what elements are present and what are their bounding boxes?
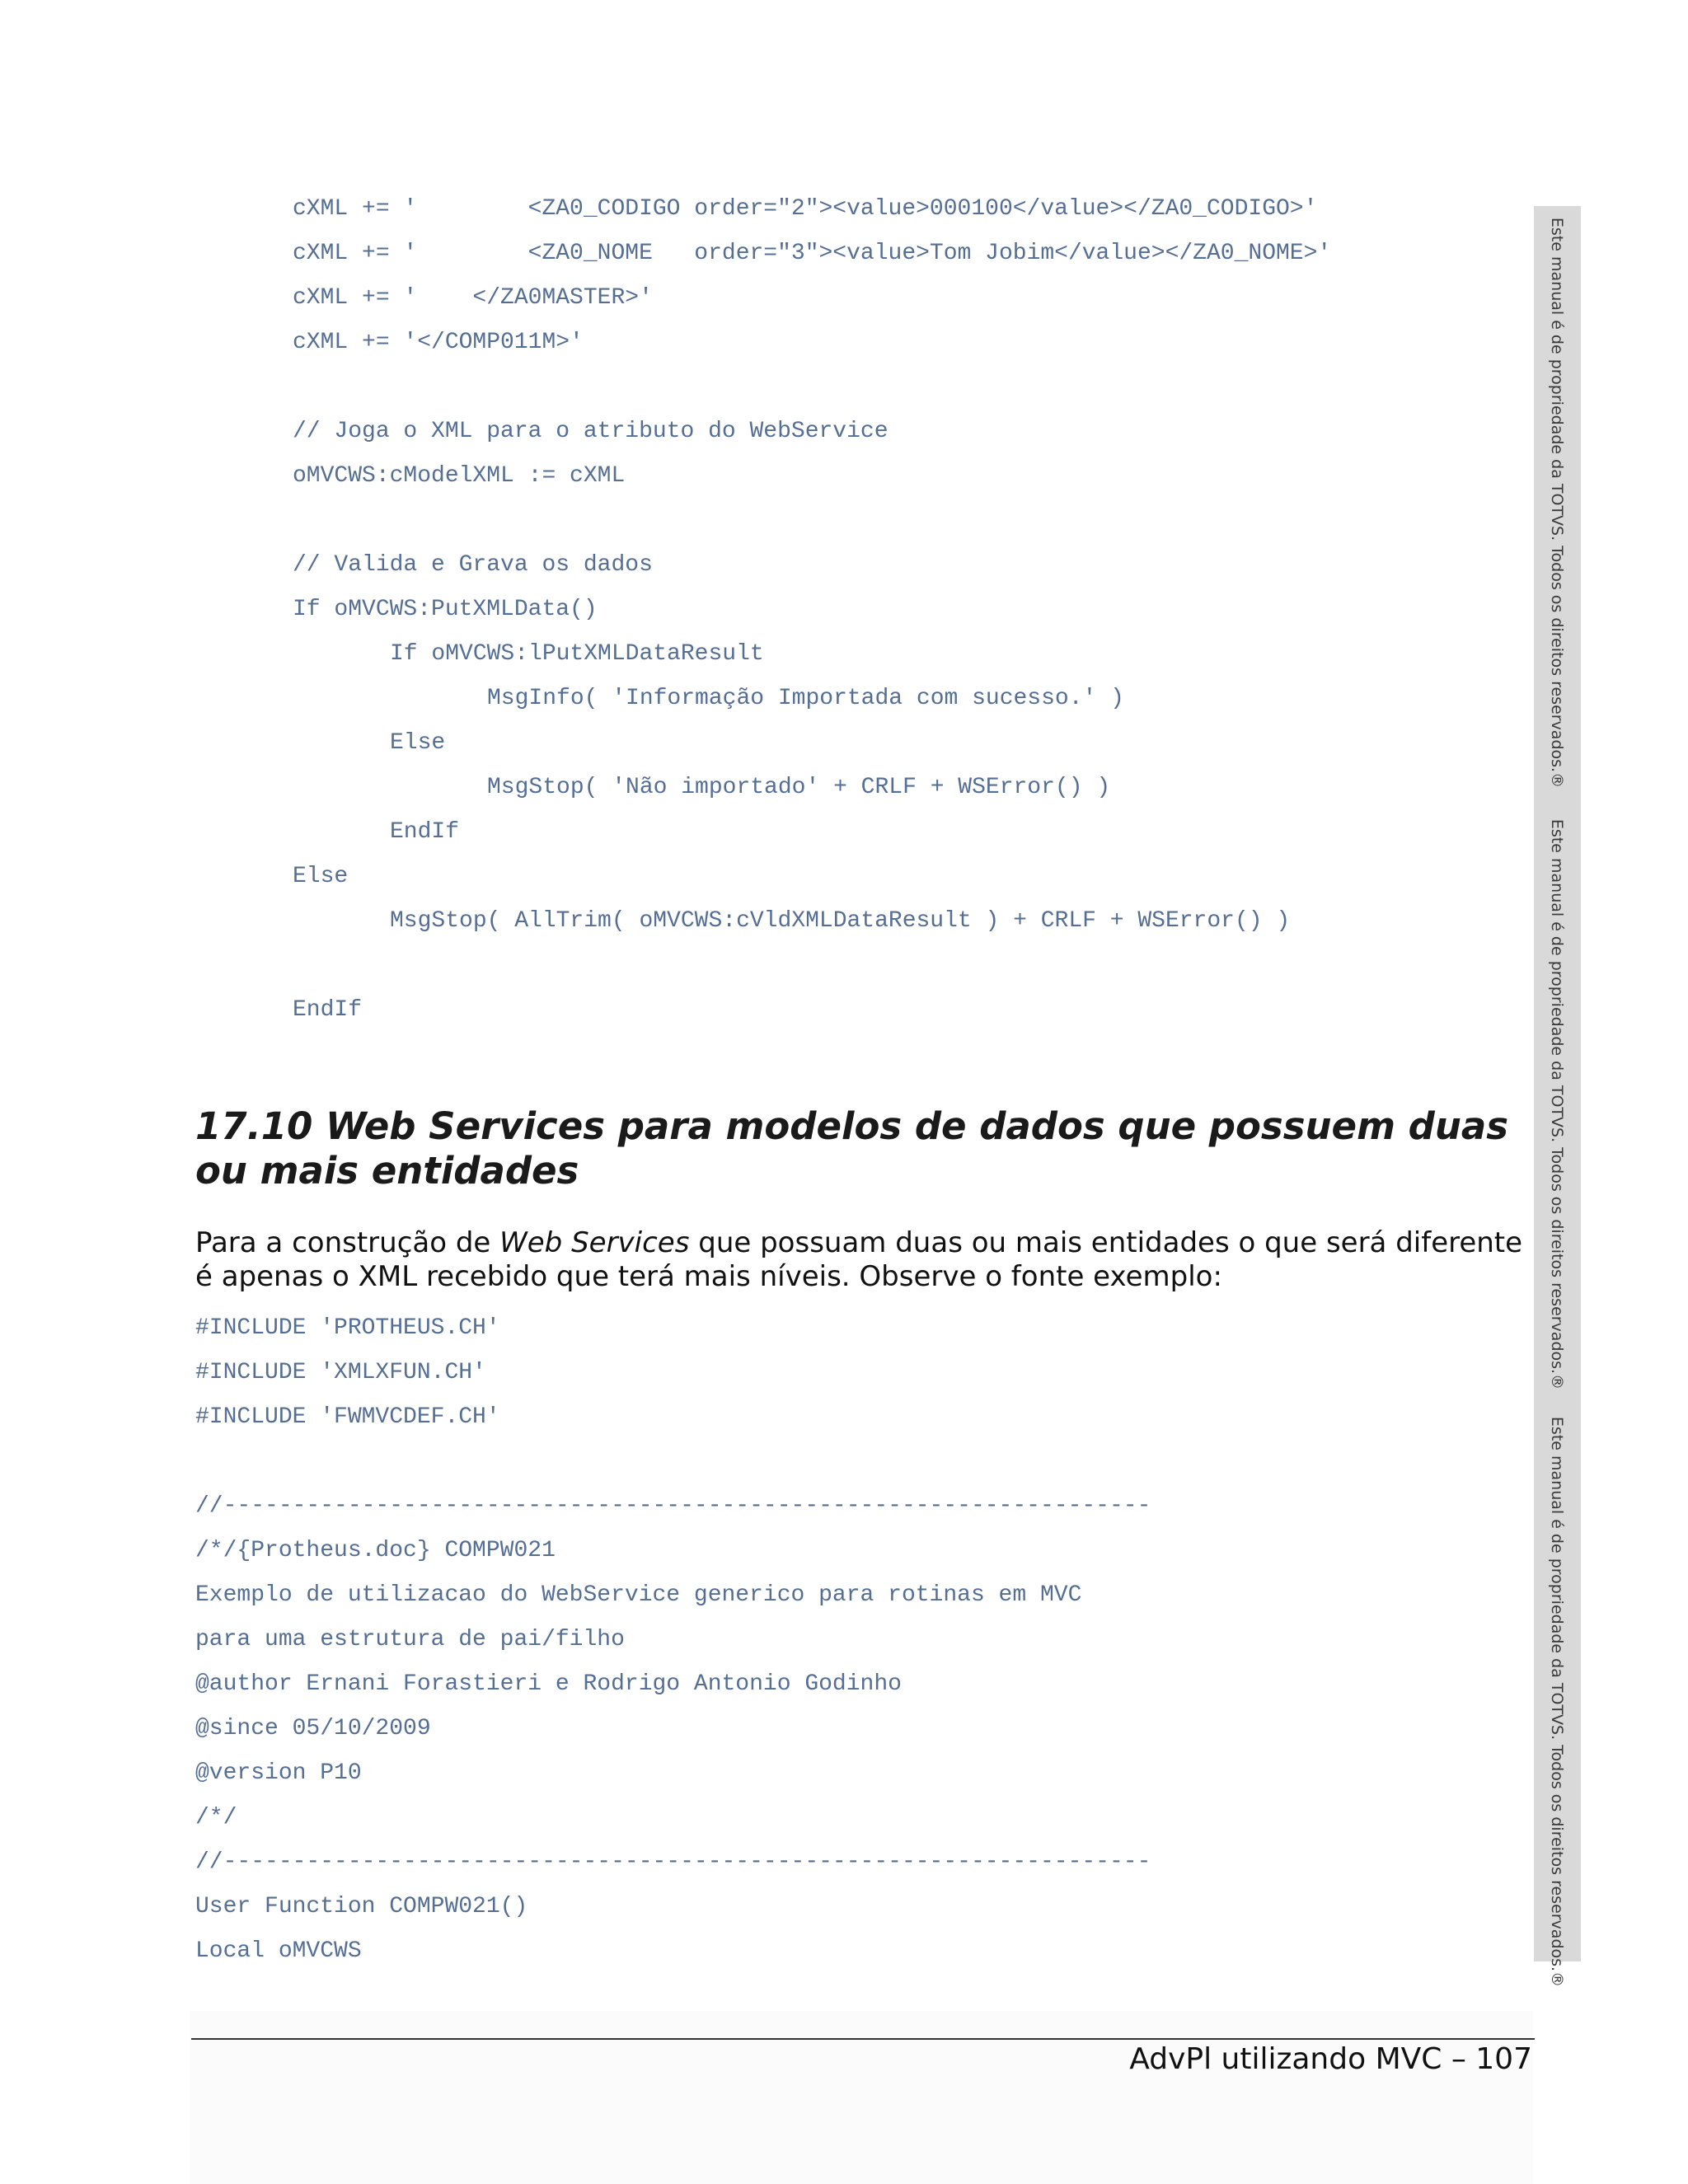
code-line: //------------------------------------------------------------------- xyxy=(195,1849,1151,1875)
side-watermark-band xyxy=(1534,206,1581,1988)
side-watermark-2: Este manual é de propriedade da TOTVS. Todos os direitos reservados.® xyxy=(1548,818,1567,1390)
code-line: @author Ernani Forastieri e Rodrigo Antonio Godinho xyxy=(195,1671,902,1697)
code-line xyxy=(293,365,1331,410)
page-footer: AdvPl utilizando MVC – 107 xyxy=(1129,2042,1532,2076)
code-line: #INCLUDE 'FWMVCDEF.CH' xyxy=(195,1404,500,1430)
code-line: @since 05/10/2009 xyxy=(195,1716,431,1741)
code-line: para uma estrutura de pai/filho xyxy=(195,1627,625,1652)
code-line xyxy=(293,944,1331,988)
footer-divider xyxy=(191,2038,1535,2040)
code-line: #INCLUDE 'PROTHEUS.CH' xyxy=(195,1315,500,1341)
code-line: EndIf xyxy=(390,819,460,845)
page-background xyxy=(190,2011,1533,2184)
code-block-example xyxy=(195,1306,1151,1974)
code-line: /*/{Protheus.doc} COMPW021 xyxy=(195,1538,556,1563)
code-block-continuation xyxy=(293,187,1331,1033)
code-line: // Joga o XML para o atributo do WebService xyxy=(293,419,889,444)
code-line xyxy=(195,1440,1151,1484)
code-line: cXML += ' <ZA0_NOME order="3"><value>Tom Jobim</value></ZA0_NOME>' xyxy=(293,241,1332,266)
code-line: Else xyxy=(293,864,349,889)
code-line: Else xyxy=(390,730,446,756)
code-line: //------------------------------------------------------------------- xyxy=(195,1493,1151,1519)
section-heading: 17.10 Web Services para modelos de dados que possuem duas ou mais entidades xyxy=(195,1104,1509,1193)
paragraph-text-start: Para a construção de xyxy=(195,1226,500,1259)
code-line: cXML += ' </ZA0MASTER>' xyxy=(293,285,653,311)
code-line: Local oMVCWS xyxy=(195,1938,362,1964)
code-line: If oMVCWS:lPutXMLDataResult xyxy=(390,641,764,667)
code-line: If oMVCWS:PutXMLData() xyxy=(293,597,598,622)
code-line: cXML += ' <ZA0_CODIGO order="2"><value>000100</value></ZA0_CODIGO>' xyxy=(293,196,1318,222)
code-line: Exemplo de utilizacao do WebService generico para rotinas em MVC xyxy=(195,1582,1082,1608)
code-line: MsgStop( AllTrim( oMVCWS:cVldXMLDataResult ) + CRLF + WSError() ) xyxy=(390,908,1291,934)
paragraph-emphasis: Web Services xyxy=(499,1226,690,1259)
code-line xyxy=(293,499,1331,543)
code-line: oMVCWS:cModelXML := cXML xyxy=(293,463,626,489)
code-line: cXML += '</COMP011M>' xyxy=(293,330,584,355)
side-watermark-1: Este manual é de propriedade da TOTVS. Todos os direitos reservados.® xyxy=(1548,217,1567,789)
section-paragraph xyxy=(195,1226,1547,1294)
code-line: MsgStop( 'Não importado' + CRLF + WSError() ) xyxy=(487,775,1111,800)
code-line: User Function COMPW021() xyxy=(195,1894,528,1919)
code-line: // Valida e Grava os dados xyxy=(293,552,653,578)
code-line: EndIf xyxy=(293,997,363,1023)
code-line: #INCLUDE 'XMLXFUN.CH' xyxy=(195,1360,486,1385)
code-line: @version P10 xyxy=(195,1760,362,1786)
code-line: /*/ xyxy=(195,1805,237,1830)
code-line: MsgInfo( 'Informação Importada com sucesso.' ) xyxy=(487,686,1124,711)
side-watermark-3: Este manual é de propriedade da TOTVS. Todos os direitos reservados.® xyxy=(1548,1416,1567,1988)
paragraph-text-end: que possuam duas ou mais entidades o que será diferente é apenas o XML recebido que terá mais níveis. Observe o fonte exemplo: xyxy=(195,1226,1523,1293)
